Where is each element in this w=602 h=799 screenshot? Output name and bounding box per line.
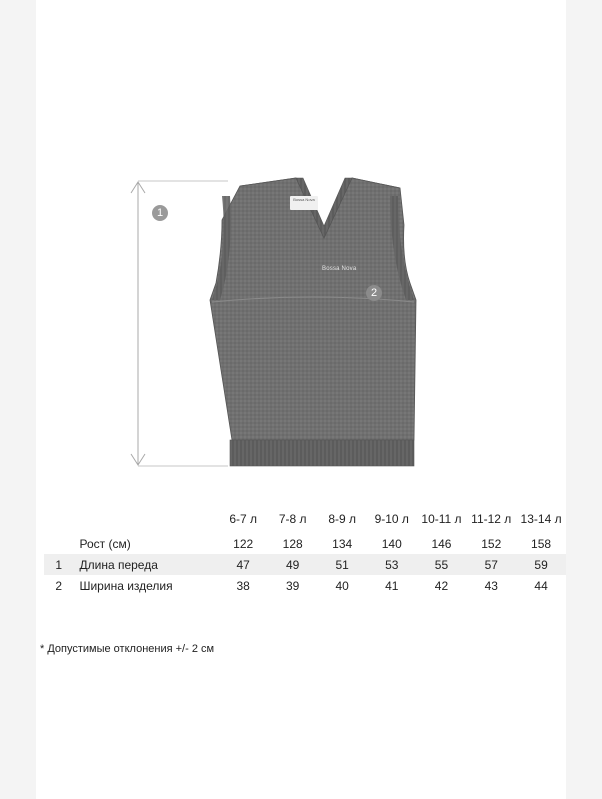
table-cell: 44 [534, 578, 548, 593]
row-number: 1 [44, 554, 73, 575]
table-cell: 38 [236, 578, 250, 593]
measure-marker-1: 1 [152, 205, 168, 221]
table-cell: 146 [431, 536, 452, 551]
table-cell: 158 [531, 536, 552, 551]
table-cell: 39 [286, 578, 300, 593]
size-header-row [44, 505, 566, 533]
table-cell: 43 [484, 578, 498, 593]
table-row [44, 554, 566, 575]
row-label: Длина переда [73, 554, 218, 575]
table-cell: 53 [367, 554, 417, 575]
row-label: Рост (см) [79, 536, 131, 551]
chest-logo: Bossa Nova [322, 266, 357, 272]
table-cell: 40 [335, 578, 349, 593]
table-row [44, 575, 566, 596]
table-cell: 128 [282, 536, 303, 551]
table-cell: 140 [381, 536, 402, 551]
vest-body [210, 178, 416, 466]
table-cell: 134 [332, 536, 353, 551]
size-header-cell: 8-9 л [328, 512, 357, 526]
brand-tag-label: Bossa Nova [290, 196, 318, 210]
table-cell: 51 [317, 554, 367, 575]
table-cell: 42 [434, 578, 449, 593]
table-cell: 41 [385, 578, 399, 593]
table-cell: 49 [268, 554, 318, 575]
table-cell: 152 [481, 536, 502, 551]
size-header-cell: 6-7 л [229, 512, 258, 526]
size-header-cell: 13-14 л [520, 512, 562, 526]
table-cell: 47 [218, 554, 268, 575]
size-header-cell: 7-8 л [278, 512, 307, 526]
size-table [44, 505, 566, 596]
size-header-cell: 11-12 л [471, 512, 512, 526]
size-header-cell: 9-10 л [374, 512, 409, 526]
tolerance-footnote: * Допустимые отклонения +/- 2 см [40, 643, 215, 655]
size-header-cell: 10-11 л [421, 512, 462, 526]
table-cell: 122 [233, 536, 254, 551]
table-cell: 55 [417, 554, 467, 575]
height-row [44, 533, 566, 554]
row-number: 2 [55, 578, 63, 593]
table-cell: 57 [466, 554, 516, 575]
row-label: Ширина изделия [79, 578, 173, 593]
measure-marker-2: 2 [366, 285, 382, 301]
table-cell: 59 [516, 554, 566, 575]
